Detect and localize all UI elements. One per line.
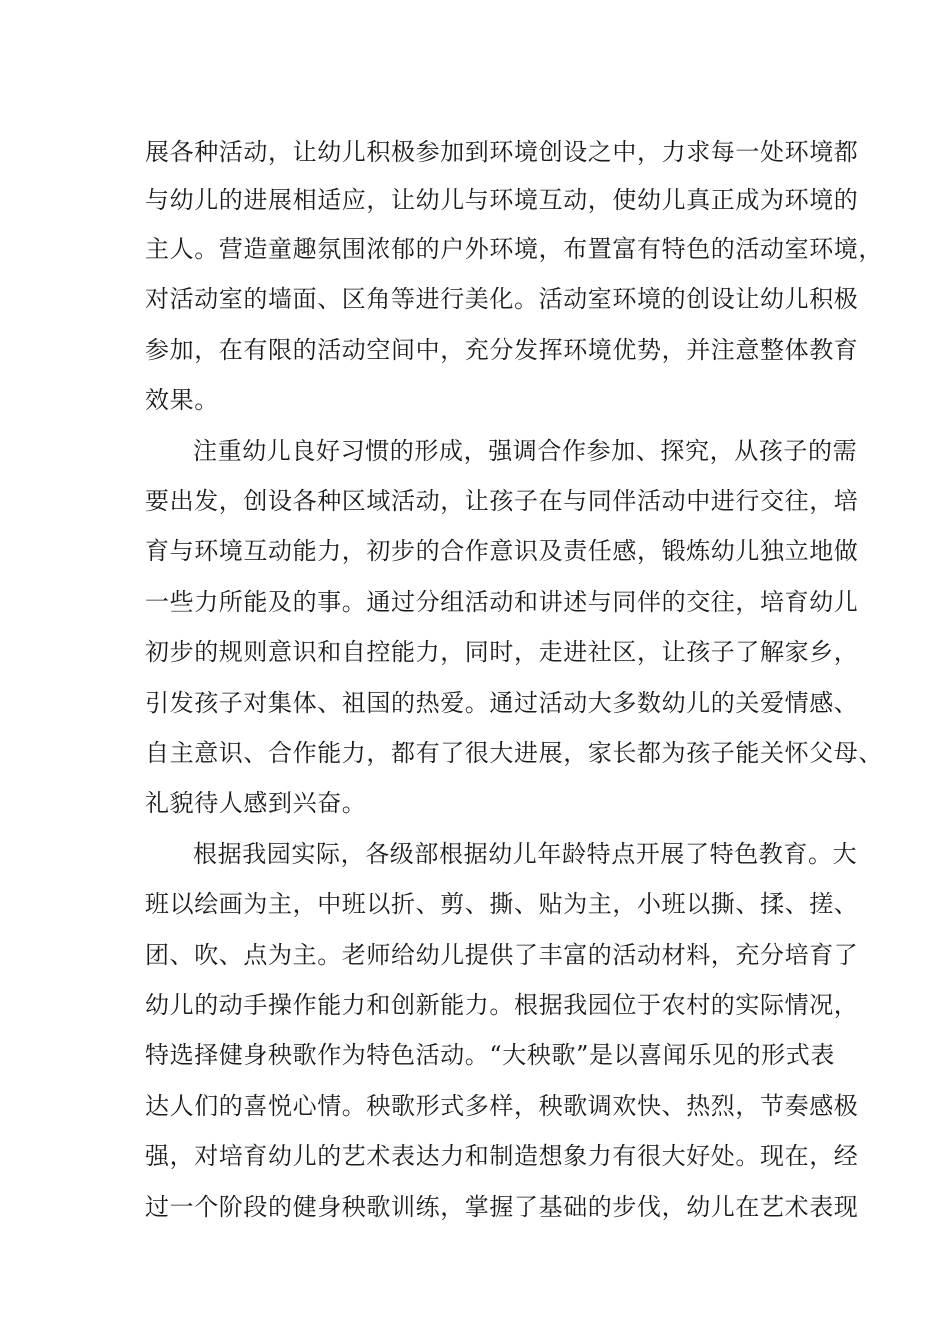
text-line: 引发孩子对集体、祖国的热爱。通过活动大多数幼儿的关爱情感、: [145, 689, 859, 717]
text-line: 过一个阶段的健身秧歌训练，掌握了基础的步伐，幼儿在艺术表现: [145, 1193, 859, 1221]
text-line: 自主意识、合作能力，都有了很大进展，家长都为孩子能关怀父母、: [145, 739, 883, 767]
text-line: 幼儿的动手操作能力和创新能力。根据我园位于农村的实际情况，: [145, 991, 859, 1019]
text-line: 要出发，创设各种区域活动，让孩子在与同伴活动中进行交往，培: [145, 487, 859, 515]
text-line: 强，对培育幼儿的艺术表达力和制造想象力有很大好处。现在，经: [145, 1142, 859, 1170]
text-line: 与幼儿的进展相适应，让幼儿与环境互动，使幼儿真正成为环境的: [145, 186, 859, 214]
text-line: 班以绘画为主，中班以折、剪、撕、贴为主，小班以撕、揉、搓、: [145, 890, 859, 918]
text-line: 展各种活动，让幼儿积极参加到环境创设之中，力求每一处环境都: [145, 138, 859, 166]
text-line: 初步的规则意识和自控能力，同时，走进社区，让孩子了解家乡，: [145, 638, 859, 666]
text-line: 一些力所能及的事。通过分组活动和讲述与同伴的交往，培育幼儿: [145, 588, 859, 616]
paragraph-first-line: 根据我园实际，各级部根据幼儿年龄特点开展了特色教育。大: [193, 840, 858, 868]
text-line: 主人。营造童趣氛围浓郁的户外环境，布置富有特色的活动室环境，: [145, 235, 883, 263]
text-line: 礼貌待人感到兴奋。: [145, 789, 367, 817]
text-line: 育与环境互动能力，初步的合作意识及责任感，锻炼幼儿独立地做: [145, 537, 859, 565]
text-line: 达人们的喜悦心情。秧歌形式多样，秧歌调欢快、热烈，节奏感极: [145, 1092, 859, 1120]
paragraph-first-line: 注重幼儿良好习惯的形成，强调合作参加、探究，从孩子的需: [193, 437, 858, 465]
text-line: 团、吹、点为主。老师给幼儿提供了丰富的活动材料，充分培育了: [145, 941, 859, 969]
text-line: 特选择健身秧歌作为特色活动。“大秧歌”是以喜闻乐见的形式表: [145, 1041, 835, 1069]
text-line: 参加，在有限的活动空间中，充分发挥环境优势，并注意整体教育: [145, 336, 859, 364]
text-line: 对活动室的墙面、区角等进行美化。活动室环境的创设让幼儿积极: [145, 285, 859, 313]
text-line: 效果。: [145, 386, 219, 414]
